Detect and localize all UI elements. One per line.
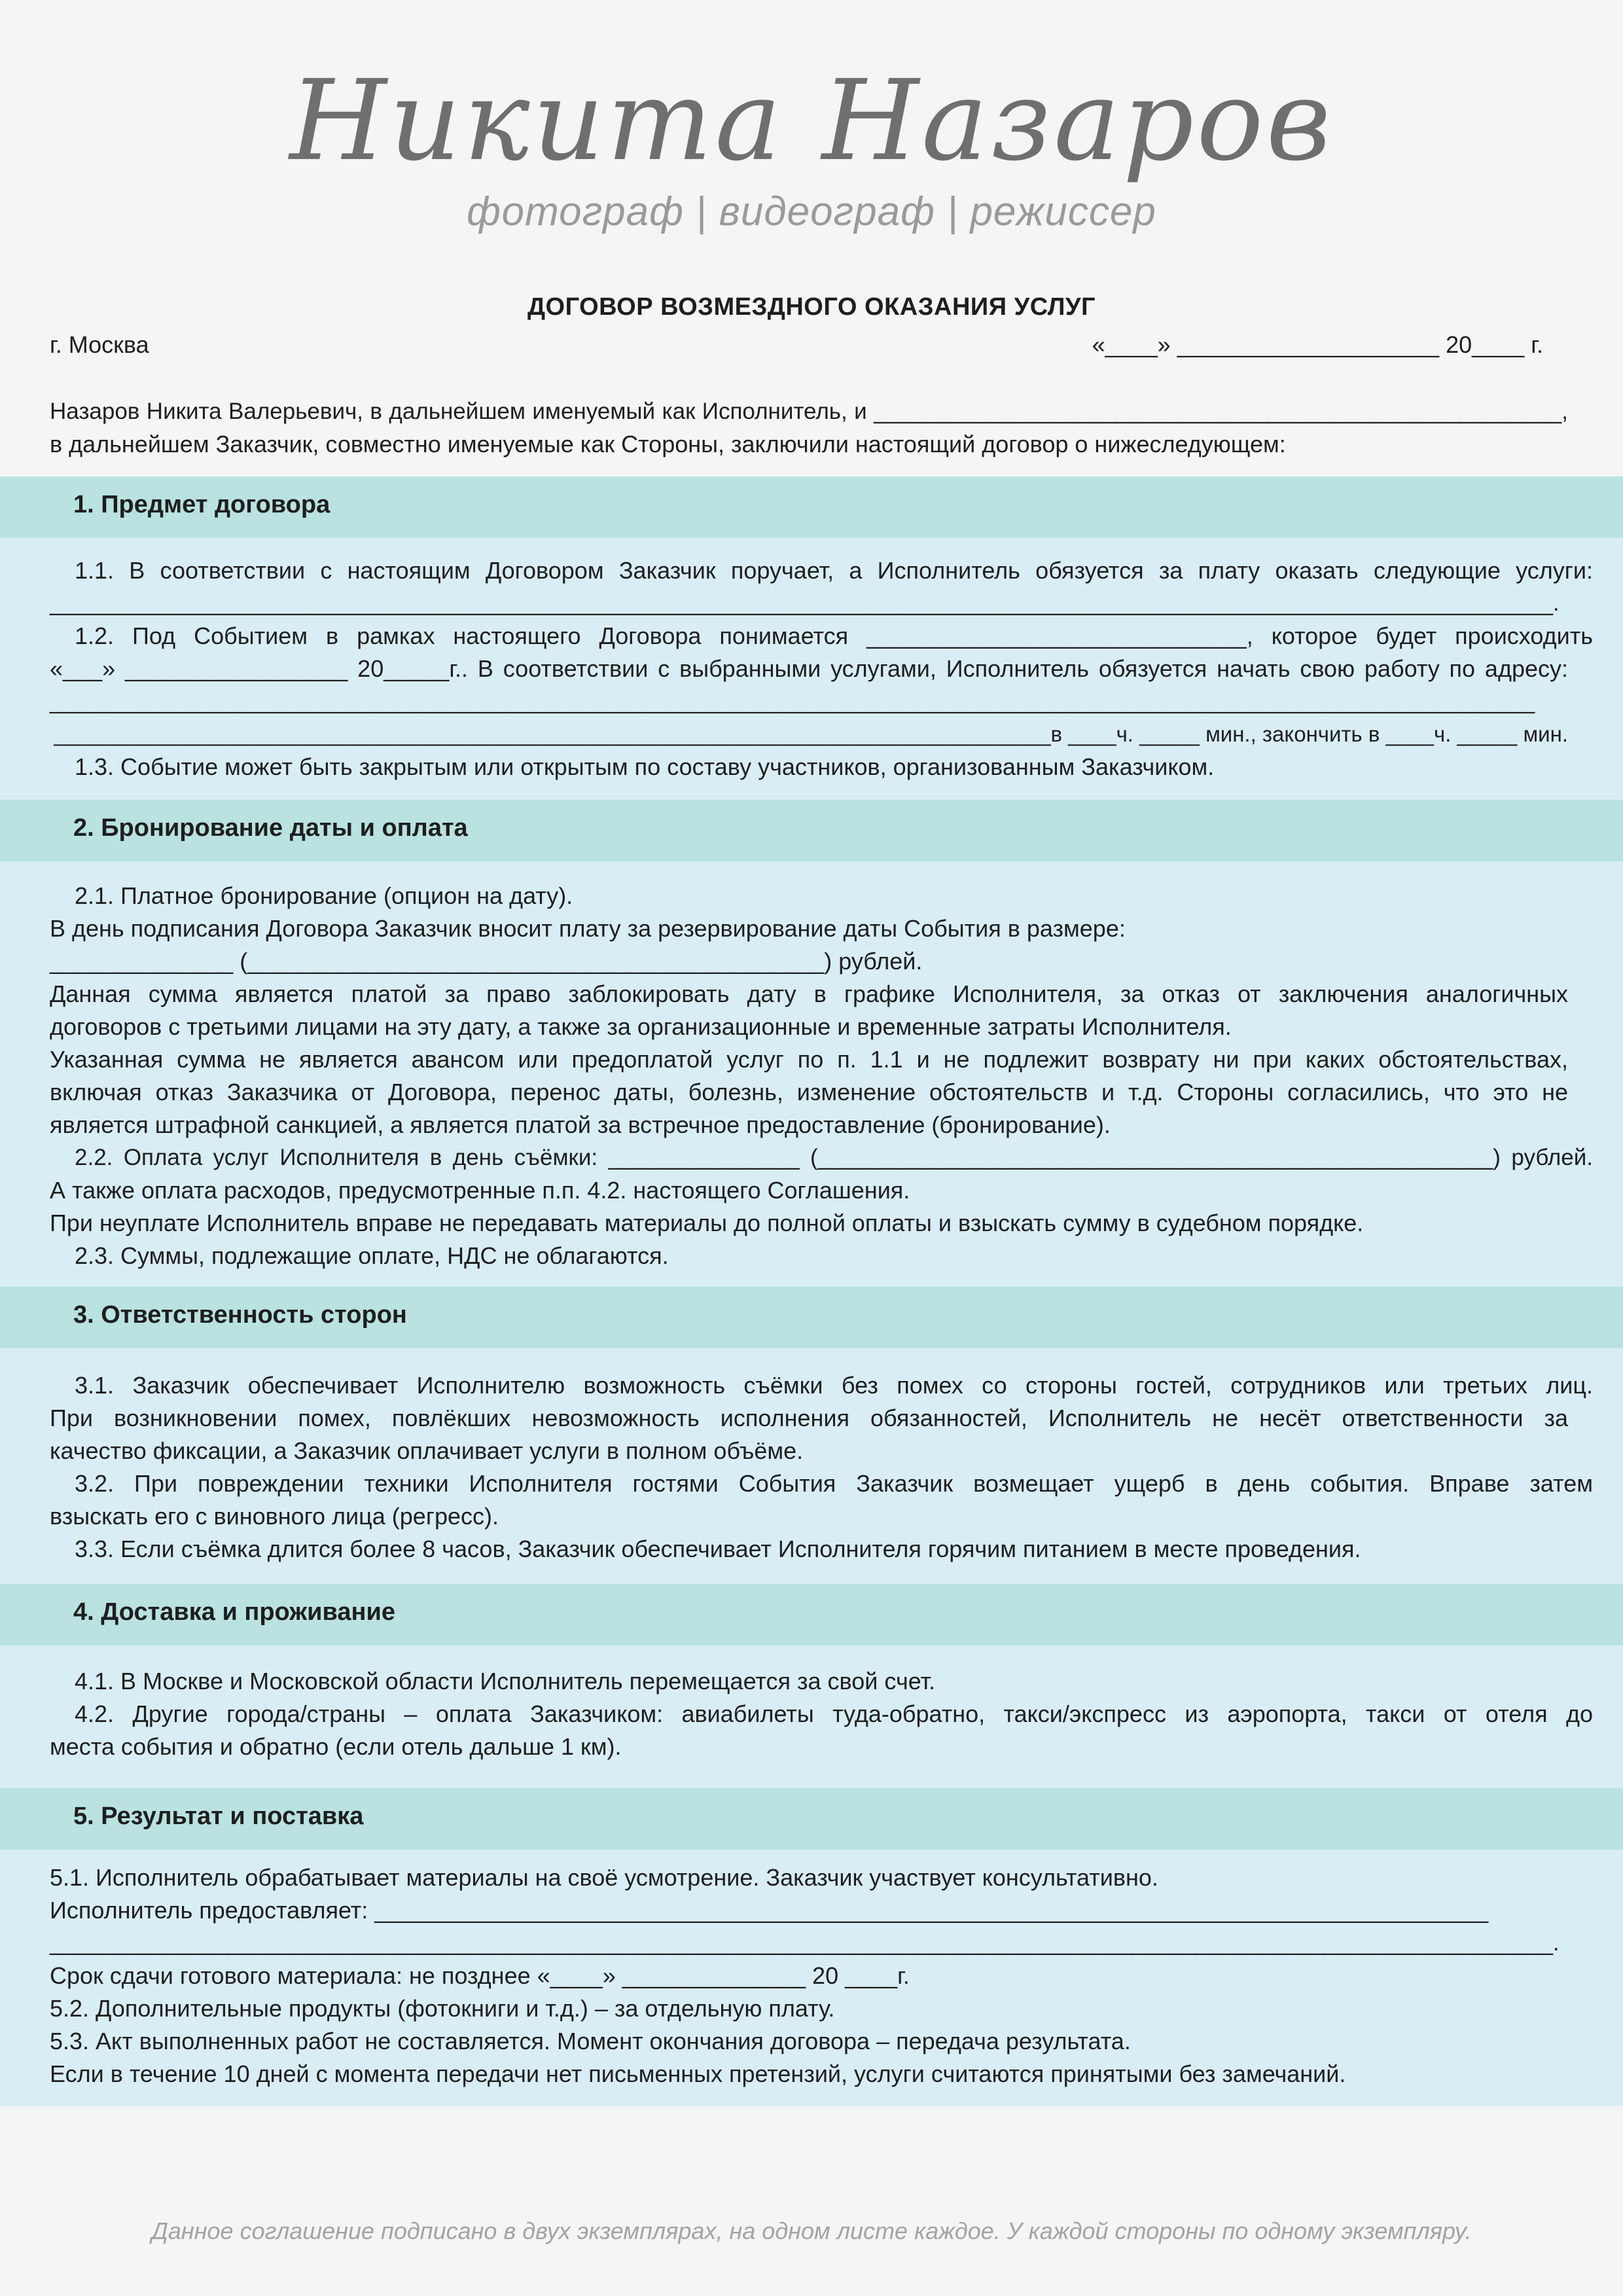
clause-line: 1.3. Событие может быть закрытым или открытым по составу участников, организованным Заказчиком. — [75, 753, 1215, 780]
footer-note: Данное соглашение подписано в двух экземплярах, на одном листе каждое. У каждой стороны по одному экземпляру. — [151, 2217, 1472, 2244]
clause-line: является штрафной санкцией, а является платой за встречное предоставление (бронирование). — [50, 1111, 1111, 1138]
clause-line: При возникновении помех, повлёкших невозможность исполнения обязанностей, Исполнитель не несёт ответственности за — [50, 1405, 1568, 1431]
deadline-field: Срок сдачи готового материала: не позднее «____» ______________ 20 ____г. — [50, 1962, 910, 1989]
clause-line: 4.1. В Москве и Московской области Исполнитель перемещается за свой счет. — [75, 1668, 936, 1695]
clause-line: качество фиксации, а Заказчик оплачивает услуги в полном объёме. — [50, 1437, 804, 1464]
document-title: ДОГОВОР ВОЗМЕЗДНОГО ОКАЗАНИЯ УСЛУГ — [527, 293, 1096, 321]
deliverables-field: Исполнитель предоставляет: _____________________________________________________________________________________ — [50, 1897, 1489, 1924]
clause-line: договоров с третьими лицами на эту дату, а также за организационные и временные затраты Исполнителя. — [50, 1013, 1232, 1040]
clause-line: «___» _________________ 20_____г.. В соответствии с выбранными услугами, Исполнитель обязуется начать свою работу по адресу: — [50, 655, 1568, 682]
section-1-header — [0, 476, 1623, 538]
blank-line: ______________________________________________________________________________________________________________________. — [50, 590, 1560, 616]
clause-line: При неуплате Исполнитель вправе не передавать материалы до полной оплаты и взыскать сумму в судебном порядке. — [50, 1210, 1364, 1236]
clause-line: 5.2. Дополнительные продукты (фотокниги и т.д.) – за отдельную плату. — [50, 1995, 835, 2022]
clause-line: 3.3. Если съёмка длится более 8 часов, Заказчик обеспечивает Исполнителя горячим питанием в месте проведения. — [75, 1535, 1361, 1562]
logo-name: Никита Назаров — [289, 56, 1334, 186]
clause-line: Указанная сумма не является авансом или предоплатой услуг по п. 1.1 и не подлежит возврату ни при каких обстоятельствах, — [50, 1046, 1568, 1073]
clause-line: Данная сумма является платой за право заблокировать дату в графике Исполнителя, за отказ от заключения аналогичных — [50, 980, 1568, 1007]
section-3-title: 3. Ответственность сторон — [73, 1301, 407, 1329]
contract-date-field: «____» ____________________ 20____ г. — [1092, 331, 1543, 358]
city-label: г. Москва — [50, 331, 149, 358]
section-4-header — [0, 1584, 1623, 1645]
section-3-header — [0, 1287, 1623, 1348]
clause-line: 3.2. При повреждении техники Исполнителя гостями События Заказчик возмещает ущерб в день события. Вправе затем — [75, 1470, 1593, 1497]
clause-line: ___________________________________________________________________________________в ____ч. _____ мин., закончить в ____ч. _____ мин. — [54, 722, 1568, 746]
clause-line: места события и обратно (если отель дальше 1 км). — [50, 1733, 622, 1760]
clause-line: В день подписания Договора Заказчик вносит плату за резервирование даты События в размере: — [50, 915, 1126, 942]
clause-line: 2.3. Суммы, подлежащие оплате, НДС не облагаются. — [75, 1242, 669, 1269]
clause-line: 2.2. Оплата услуг Исполнителя в день съёмки: _______________ (_____________________________________________________) рублей. — [75, 1145, 1593, 1170]
amount-field: ______________ (____________________________________________) рублей. — [50, 948, 923, 975]
section-2-title: 2. Бронирование даты и оплата — [73, 814, 468, 842]
blank-line: ______________________________________________________________________________________________________________________. — [50, 1930, 1560, 1956]
section-5-header — [0, 1788, 1623, 1850]
clause-line: А также оплата расходов, предусмотренные п.п. 4.2. настоящего Соглашения. — [50, 1177, 910, 1204]
blank-line: ________________________________________________________________________________________________________________________ — [50, 689, 1535, 714]
clause-line: включая отказ Заказчика от Договора, перенос даты, болезнь, изменение обстоятельств и т.д. Стороны согласились, что это не — [50, 1079, 1568, 1105]
section-2-header — [0, 800, 1623, 861]
clause-line: 3.1. Заказчик обеспечивает Исполнителю возможность съёмки без помех со стороны гостей, сотрудников или третьих лиц. — [75, 1372, 1593, 1399]
logo — [0, 46, 1623, 235]
clause-line: взыскать его с виновного лица (регресс). — [50, 1503, 499, 1530]
clause-line: 1.1. В соответствии с настоящим Договором Заказчик поручает, а Исполнитель обязуется за плату оказать следующие услуги: — [75, 557, 1593, 584]
clause-line: 5.3. Акт выполненных работ не составляется. Момент окончания договора – передача результата. — [50, 2028, 1131, 2054]
intro-line: в дальнейшем Заказчик, совместно именуемые как Стороны, заключили настоящий договор о нижеследующем: — [50, 431, 1286, 457]
section-5-title: 5. Результат и поставка — [73, 1803, 364, 1830]
clause-line: 4.2. Другие города/страны – оплата Заказчиком: авиабилеты туда-обратно, такси/экспресс из аэропорта, такси от отеля до — [75, 1700, 1593, 1727]
clause-line: 1.2. Под Событием в рамках настоящего Договора понимается _____________________________, которое будет происходить — [75, 622, 1593, 649]
clause-line: 2.1. Платное бронирование (опцион на дату). — [75, 882, 573, 909]
logo-subtitle: фотограф | видеограф | режиссер — [467, 189, 1156, 234]
clause-line: 5.1. Исполнитель обрабатывает материалы на своё усмотрение. Заказчик участвует консультативно. — [50, 1864, 1158, 1891]
intro-line: Назаров Никита Валерьевич, в дальнейшем именуемый как Исполнитель, и ______________________________________________________, — [50, 399, 1568, 424]
section-4-title: 4. Доставка и проживание — [73, 1598, 395, 1626]
clause-line: Если в течение 10 дней с момента передачи нет письменных претензий, услуги считаются принятыми без замечаний. — [50, 2060, 1346, 2087]
section-1-title: 1. Предмет договора — [73, 491, 330, 518]
